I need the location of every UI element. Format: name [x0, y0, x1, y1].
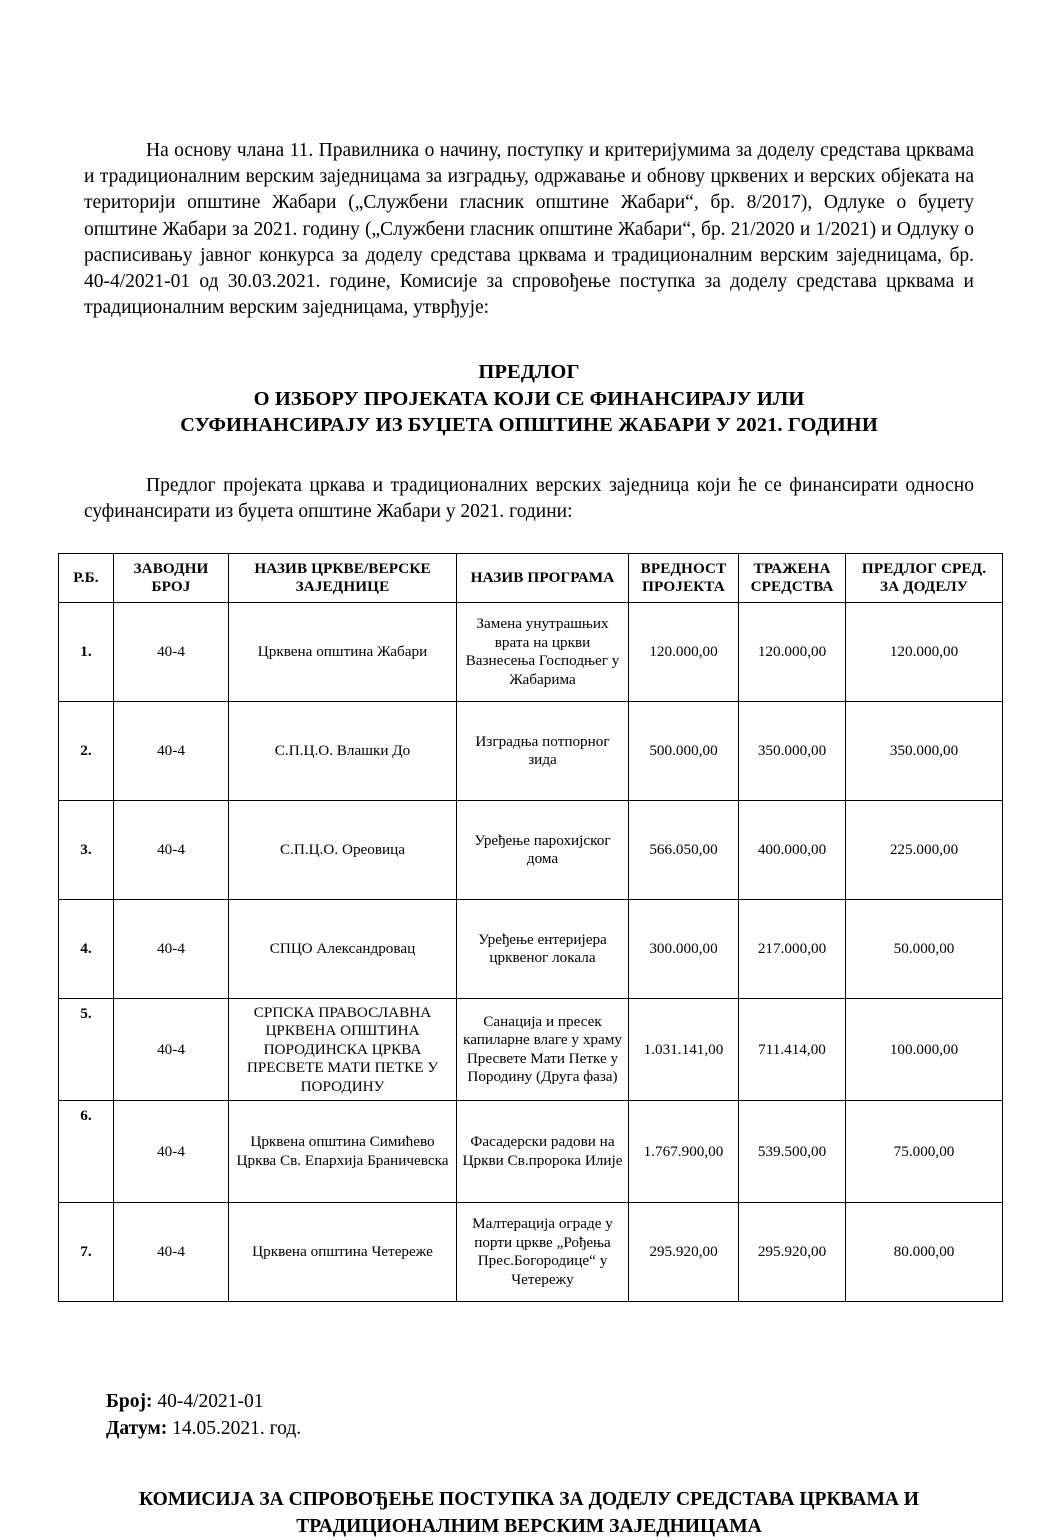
header-line-1: НАЗИВ ПРОГРАМА [470, 569, 615, 587]
cell-naziv-programa: Уређење парохијског дома [457, 801, 629, 900]
document-footer [106, 1388, 974, 1442]
cell-predlog-sredstava: 100.000,00 [846, 999, 1003, 1101]
cell-trazena-sredstva: 295.920,00 [739, 1203, 846, 1302]
footer-datum-label: Датум: [106, 1418, 168, 1440]
header-line-2: СРЕДСТВА [750, 578, 834, 596]
cell-trazena-sredstva: 120.000,00 [739, 603, 846, 702]
cell-vrednost-projekta: 566.050,00 [629, 801, 739, 900]
cell-rb: 3. [59, 801, 114, 900]
cell-zavodni-broj: 40-4 [114, 603, 229, 702]
cell-naziv-crkve: Црквена општина Четереже [229, 1203, 457, 1302]
cell-predlog-sredstava: 75.000,00 [846, 1101, 1003, 1203]
proposal-table-wrapper [58, 553, 1002, 1302]
title-line-second: О ИЗБОРУ ПРОЈЕКАТА КОЈИ СЕ ФИНАНСИРАЈУ ИЛИ [253, 387, 805, 410]
cell-rb: 1. [59, 603, 114, 702]
commission-line-1: КОМИСИЈА ЗА СПРОВОЂЕЊЕ ПОСТУПКА ЗА ДОДЕЛУ СРЕДСТАВА ЦРКВАМА И [139, 1489, 919, 1511]
cell-naziv-programa: Санација и пресек капиларне влаге у храму Пресвете Мати Петке у Породину (Друга фаза) [457, 999, 629, 1101]
cell-vrednost-projekta: 1.031.141,00 [629, 999, 739, 1101]
column-header-trazena-sredstva [739, 554, 846, 603]
cell-naziv-crkve: С.П.Ц.О. Влашки До [229, 702, 457, 801]
footer-datum-value: 14.05.2021. год. [172, 1418, 302, 1440]
header-line-2: БРОЈ [151, 578, 191, 596]
document-content [73, 138, 987, 1540]
cell-naziv-programa: Изградња потпорног зида [457, 702, 629, 801]
title-line-predlog: ПРЕДЛОГ [478, 361, 580, 384]
cell-naziv-crkve: Црквена општина Жабари [229, 603, 457, 702]
cell-vrednost-projekta: 500.000,00 [629, 702, 739, 801]
column-header-vrednost-projekta [629, 554, 739, 603]
footer-broj-value: 40-4/2021-01 [157, 1391, 264, 1413]
table-row [59, 801, 1003, 900]
cell-rb: 4. [59, 900, 114, 999]
commission-signature-block [84, 1486, 974, 1540]
cell-naziv-programa: Малтерација ограде у порти цркве „Рођења Прес.Богородице“ у Четережу [457, 1203, 629, 1302]
header-line-1: ПРЕДЛОГ СРЕД. [861, 560, 987, 578]
column-header-predlog-sredstava [846, 554, 1003, 603]
cell-trazena-sredstva: 217.000,00 [739, 900, 846, 999]
cell-zavodni-broj: 40-4 [114, 801, 229, 900]
cell-vrednost-projekta: 300.000,00 [629, 900, 739, 999]
footer-datum-row [106, 1415, 974, 1442]
table-row [59, 1101, 1003, 1203]
table-row [59, 603, 1003, 702]
header-line-2: ЗА ДОДЕЛУ [879, 578, 969, 596]
cell-zavodni-broj: 40-4 [114, 900, 229, 999]
header-line-2: ПРОЈЕКТА [642, 578, 725, 596]
header-line-1: ЗАВОДНИ [133, 560, 209, 578]
table-row [59, 1203, 1003, 1302]
table-row [59, 702, 1003, 801]
cell-zavodni-broj: 40-4 [114, 999, 229, 1101]
column-header-naziv-crkve [229, 554, 457, 603]
column-header-rb [59, 554, 114, 603]
cell-trazena-sredstva: 539.500,00 [739, 1101, 846, 1203]
column-header-naziv-programa [457, 554, 629, 603]
cell-rb: 7. [59, 1203, 114, 1302]
cell-predlog-sredstava: 350.000,00 [846, 702, 1003, 801]
cell-naziv-crkve: С.П.Ц.О. Ореовица [229, 801, 457, 900]
cell-naziv-crkve: СРПСКА ПРАВОСЛАВНА ЦРКВЕНА ОПШТИНА ПОРОДИНСКА ЦРКВА ПРЕСВЕТЕ МАТИ ПЕТКЕ У ПОРОДИНУ [229, 999, 457, 1101]
cell-vrednost-projekta: 295.920,00 [629, 1203, 739, 1302]
cell-naziv-programa: Фасадерски радови на Цркви Св.пророка Илије [457, 1101, 629, 1203]
cell-predlog-sredstava: 50.000,00 [846, 900, 1003, 999]
footer-broj-row [106, 1388, 974, 1415]
intro-paragraph: На основу члана 11. Правилника о начину, поступку и критеријумима за доделу средстава црквама и традиционалним верским заједницама за изградњу, одржавање и обнову црквених и верских објеката на територији општине Жабари („Службени гласник општине Жабари“, бр. 8/2017), Одлуке о буџету општине Жабари за 2021. годину („Службени гласник општине Жабари“, бр. 21/2020 и 1/2021) и Одлуку о расписивању јавног конкурса за доделу средстава црквама и традиционалним верским заједницама, бр. 40-4/2021-01 од 30.03.2021. године, Комисије за спровођење поступка за доделу средстава црквама и традиционалним верским заједницама, утврђује: [84, 140, 974, 319]
cell-vrednost-projekta: 120.000,00 [629, 603, 739, 702]
cell-predlog-sredstava: 120.000,00 [846, 603, 1003, 702]
title-line-third: СУФИНАНСИРАЈУ ИЗ БУЏЕТА ОПШТИНЕ ЖАБАРИ У 2021. ГОДИНИ [180, 414, 878, 437]
cell-trazena-sredstva: 350.000,00 [739, 702, 846, 801]
cell-trazena-sredstva: 711.414,00 [739, 999, 846, 1101]
commission-line-2: ТРАДИЦИОНАЛНИМ ВЕРСКИМ ЗАЈЕДНИЦАМА [296, 1516, 762, 1538]
footer-broj-label: Број: [106, 1391, 153, 1413]
table-row [59, 999, 1003, 1101]
proposal-table [58, 553, 1003, 1302]
cell-predlog-sredstava: 80.000,00 [846, 1203, 1003, 1302]
cell-naziv-crkve: Црквена општина Симићево Црква Св. Епархија Браничевска [229, 1101, 457, 1203]
table-header-row [59, 554, 1003, 603]
cell-zavodni-broj: 40-4 [114, 702, 229, 801]
cell-zavodni-broj: 40-4 [114, 1101, 229, 1203]
header-line-2: ЗАЈЕДНИЦЕ [295, 578, 390, 596]
cell-rb: 2. [59, 702, 114, 801]
header-line-1: НАЗИВ ЦРКВЕ/ВЕРСКЕ [254, 560, 431, 578]
cell-rb: 6. [59, 1101, 114, 1203]
cell-naziv-programa: Замена унутрашњих врата на цркви Вазнесења Господњег у Жабарима [457, 603, 629, 702]
cell-zavodni-broj: 40-4 [114, 1203, 229, 1302]
cell-naziv-programa: Уређење ентеријера црквеног локала [457, 900, 629, 999]
cell-predlog-sredstava: 225.000,00 [846, 801, 1003, 900]
lead-paragraph: Предлог пројеката цркава и традиционалних верских заједница који ће се финансирати односно суфинансирати из буџета општине Жабари у 2021. години: [84, 474, 974, 523]
header-line-1: ВРЕДНОСТ [640, 560, 727, 578]
header-line-1: ТРАЖЕНА [753, 560, 831, 578]
header-line-1: Р.Б. [73, 569, 99, 587]
column-header-zavodni-broj [114, 554, 229, 603]
document-title [84, 359, 974, 439]
table-row [59, 900, 1003, 999]
cell-trazena-sredstva: 400.000,00 [739, 801, 846, 900]
cell-naziv-crkve: СПЦО Александровац [229, 900, 457, 999]
cell-rb: 5. [59, 999, 114, 1101]
cell-vrednost-projekta: 1.767.900,00 [629, 1101, 739, 1203]
